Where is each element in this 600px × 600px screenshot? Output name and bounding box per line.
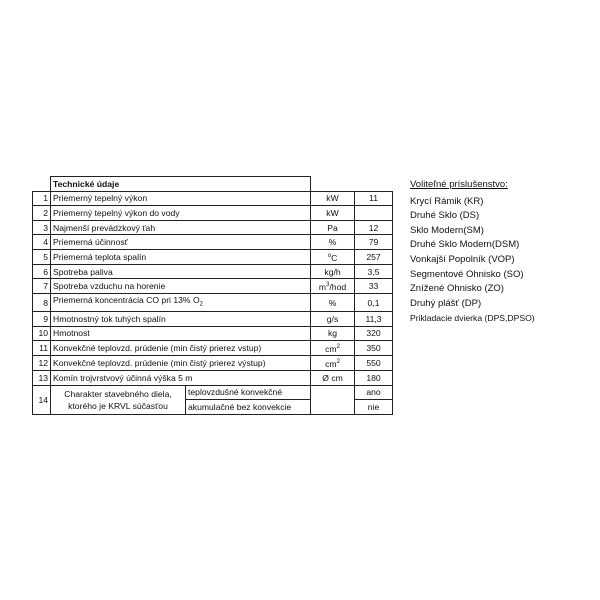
row-number: 1 [33, 191, 51, 206]
row-unit [311, 279, 355, 294]
row-value: ano [355, 385, 393, 400]
row-label: Priemerný tepelný výkon do vody [51, 206, 311, 221]
row-value: 33 [355, 279, 393, 294]
character-option: teplovzdušné konvekčné [186, 385, 311, 400]
accessory-item: Krycí Rámik (KR) [410, 195, 484, 207]
row-label: Priemerná účinnosť [51, 235, 311, 250]
row-value: 3,5 [355, 264, 393, 279]
row-number: 8 [33, 294, 51, 312]
table-row [33, 294, 393, 312]
row-number: 3 [33, 220, 51, 235]
row-label [51, 294, 311, 312]
accessory-item: Druhé Sklo (DS) [410, 210, 480, 222]
row-unit: kW [311, 191, 355, 206]
row-unit: kg [311, 326, 355, 341]
row-number: 14 [33, 385, 51, 414]
building-character-label [51, 385, 186, 414]
accessory-item: Vonkajší Popolník (VOP) [410, 253, 515, 265]
table-row [33, 356, 393, 371]
table-row-character [33, 385, 393, 400]
table-row [33, 235, 393, 250]
row-value: 12 [355, 220, 393, 235]
optional-accessories [410, 178, 590, 326]
row-number: 12 [33, 356, 51, 371]
table-row [33, 206, 393, 221]
row-unit: % [311, 235, 355, 250]
row-unit: g/s [311, 312, 355, 327]
row-label: Konvekčné teplovzd. prúdenie (min čistý prierez výstup) [51, 356, 311, 371]
character-line: Charakter stavebného diela, [64, 388, 172, 399]
row-number: 9 [33, 312, 51, 327]
row-value: 11,3 [355, 312, 393, 327]
unit-text: C [331, 252, 338, 263]
row-number: 7 [33, 279, 51, 294]
row-value: 550 [355, 356, 393, 371]
row-unit [311, 249, 355, 264]
row-number: 11 [33, 341, 51, 356]
row-number: 10 [33, 326, 51, 341]
row-unit [311, 341, 355, 356]
table-row [33, 191, 393, 206]
row-unit [311, 356, 355, 371]
table-row [33, 341, 393, 356]
row-number: 13 [33, 370, 51, 385]
unit-text: cm [325, 358, 337, 369]
row-value [355, 206, 393, 221]
unit-superscript: 2 [336, 344, 340, 351]
row-label: Hmotnost [51, 326, 311, 341]
row-label: Konvekčné teplovzd. prúdenie (min čistý prierez vstup) [51, 341, 311, 356]
row-value: nie [355, 400, 393, 415]
row-number: 2 [33, 206, 51, 221]
row-label: Spotreba paliva [51, 264, 311, 279]
row-unit: kW [311, 206, 355, 221]
row-number: 5 [33, 249, 51, 264]
unit-suffix: /hod [329, 282, 347, 293]
unit-superscript: 3 [326, 282, 330, 289]
row-unit: Ø cm [311, 370, 355, 385]
row-value: 11 [355, 191, 393, 206]
row-value: 350 [355, 341, 393, 356]
unit-superscript: o [327, 252, 332, 259]
row-number: 4 [33, 235, 51, 250]
table-row [33, 312, 393, 327]
table-row [33, 279, 393, 294]
technical-data-table [32, 176, 393, 415]
row-label: Priemerná teplota spalín [51, 249, 311, 264]
row-value: 320 [355, 326, 393, 341]
accessory-item: Znížené Ohnisko (ZO) [410, 283, 504, 295]
row-label: Komín trojvrstvový účinná výška 5 m [51, 370, 311, 385]
table-header-row [33, 177, 393, 192]
row-unit: Pa [311, 220, 355, 235]
accessories-heading: Voliteľné príslušenstvo: [410, 179, 508, 190]
row-value: 0,1 [355, 294, 393, 312]
character-option: akumulačné bez konvekcie [186, 400, 311, 415]
accessory-item: Druhý plášť (DP) [410, 297, 482, 309]
table-row [33, 326, 393, 341]
table-row [33, 370, 393, 385]
row-value: 257 [355, 249, 393, 264]
row-unit-empty [311, 385, 355, 400]
row-label: Najmenší prevádzkový ťah [51, 220, 311, 235]
label-subscript: 2 [199, 302, 203, 308]
label-text: Priemerná koncentrácia CO pri 13% O [53, 295, 200, 306]
row-label: Hmotnostný tok tuhých spalín [51, 312, 311, 327]
accessory-item: Sklo Modern(SM) [410, 224, 484, 236]
unit-superscript: 2 [336, 359, 340, 366]
unit-text: m [318, 282, 327, 293]
row-unit: kg/h [311, 264, 355, 279]
table-row [33, 249, 393, 264]
technical-data-sheet [32, 176, 392, 415]
table-title: Technické údaje [51, 177, 311, 192]
character-line: ktorého je KRVL súčasťou [68, 400, 168, 411]
unit-text: cm [325, 344, 337, 355]
table-row [33, 264, 393, 279]
row-unit: % [311, 294, 355, 312]
row-value: 79 [355, 235, 393, 250]
row-label: Priemerný tepelný výkon [51, 191, 311, 206]
table-row [33, 220, 393, 235]
accessory-item: Prikladacie dvierka (DPS,DPSO) [410, 313, 535, 324]
row-number: 6 [33, 264, 51, 279]
row-unit-empty [311, 400, 355, 415]
row-label: Spotreba vzduchu na horenie [51, 279, 311, 294]
row-value: 180 [355, 370, 393, 385]
accessory-item: Druhé Sklo Modern(DSM) [410, 239, 520, 251]
accessory-item: Segmentové Ohnisko (SO) [410, 268, 524, 280]
